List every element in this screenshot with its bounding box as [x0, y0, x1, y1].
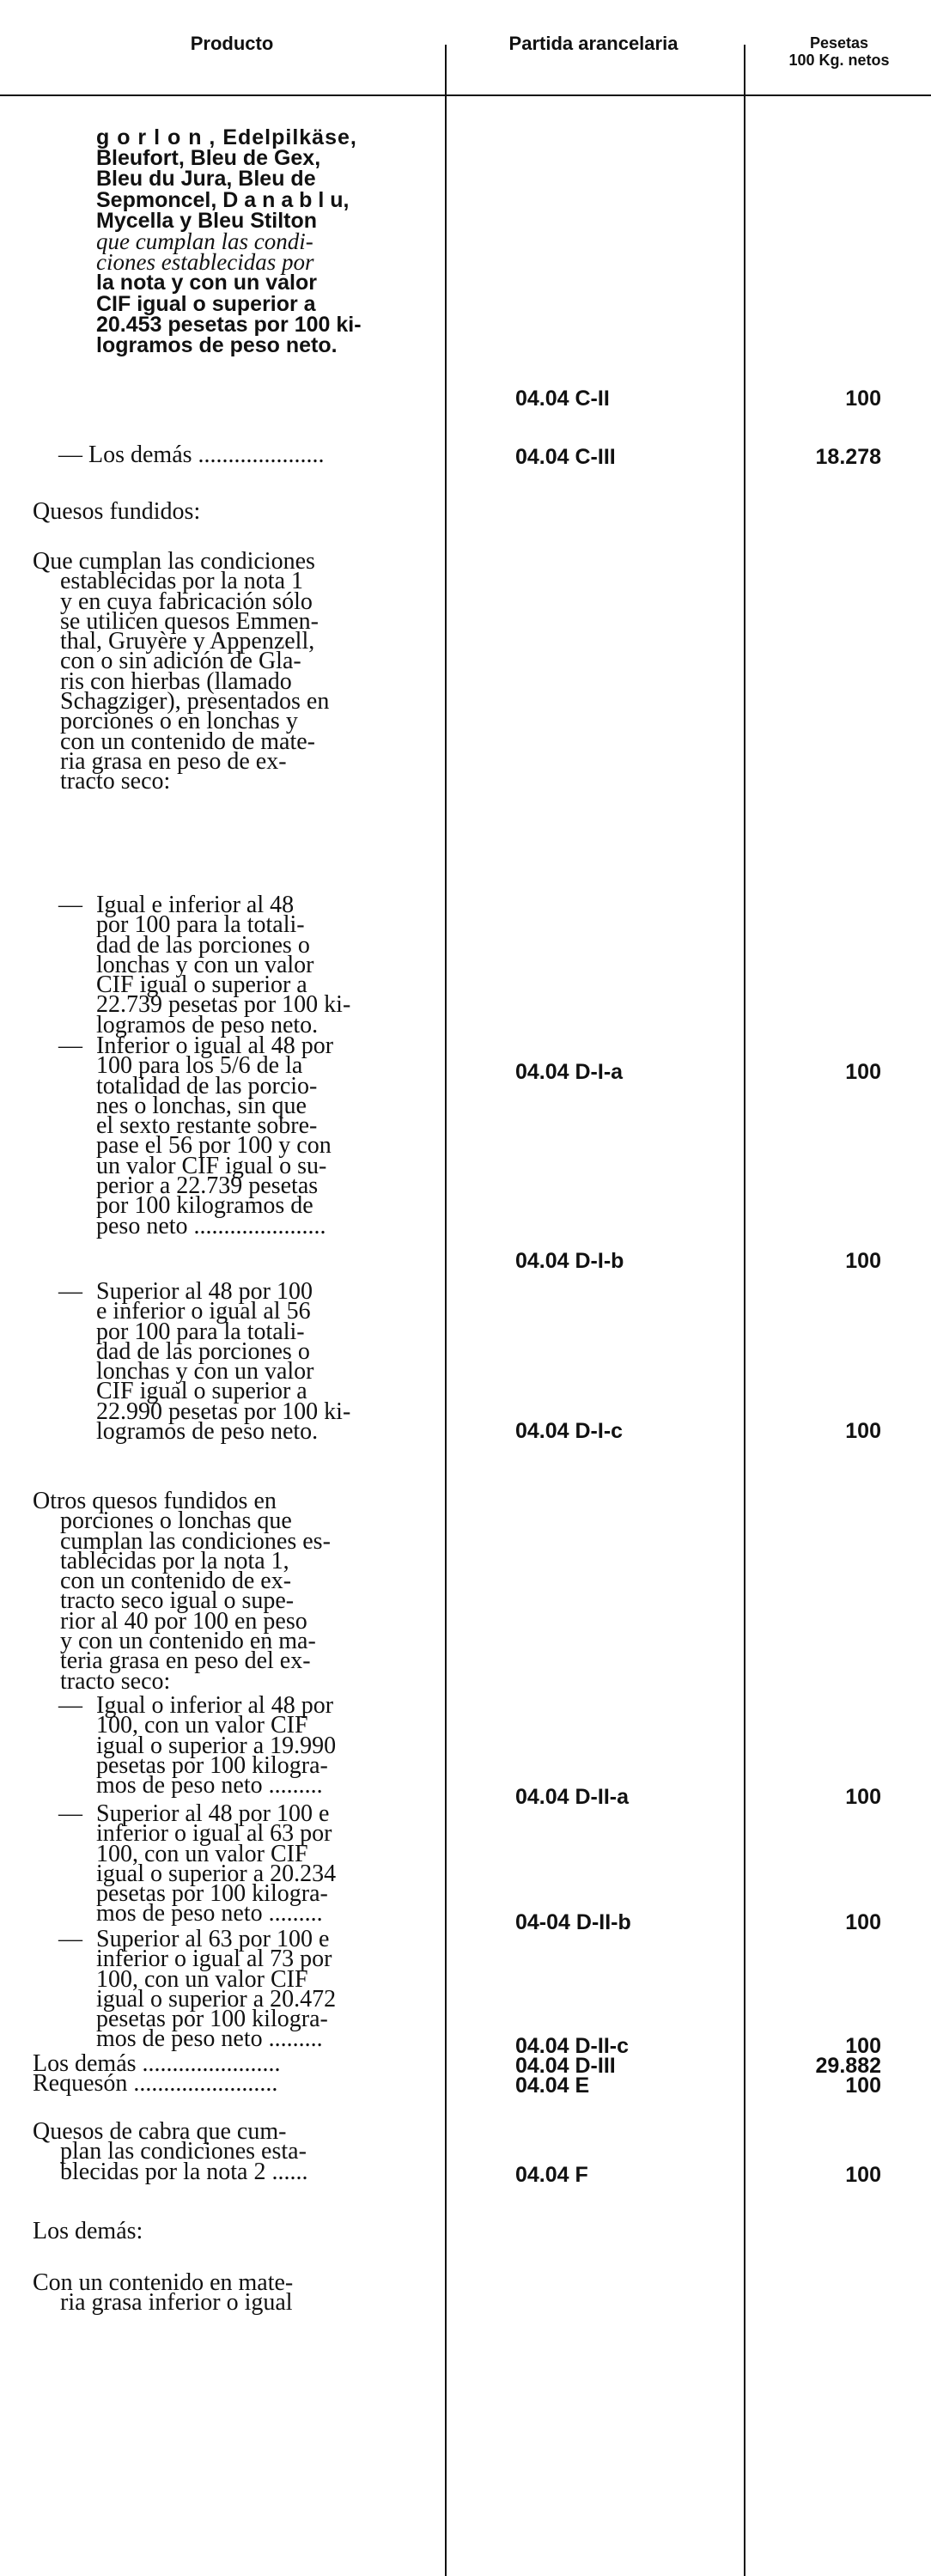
description-line: ris con hierbas (llamado: [60, 667, 292, 695]
description-line: peso neto ......................: [96, 1212, 326, 1239]
dash-bullet: —: [58, 1278, 82, 1305]
partida-value: 04.04 D-III: [515, 2054, 616, 2078]
pesetas-value: 100: [845, 2034, 881, 2058]
description-line: Schagziger), presentados en: [60, 688, 330, 716]
row-description: Los demás .......................: [33, 2050, 281, 2077]
row-description: [33, 2118, 308, 2185]
partida-value: 04-04 D-II-b: [515, 1910, 631, 1934]
header-pesetas-line1: Pesetas: [809, 34, 869, 52]
pesetas-value: 29.882: [815, 2054, 881, 2078]
header-partida-arancelaria: Partida arancelaria: [508, 33, 678, 54]
row-description: [96, 127, 362, 356]
description-line: CIF igual o superior a: [96, 1378, 307, 1405]
description-line: inferior o igual al 63 por: [96, 1820, 332, 1848]
partida-value: 04.04 C-III: [515, 445, 616, 469]
header-pesetas: [749, 34, 929, 69]
column-divider-2: [744, 45, 745, 2576]
row-description: [96, 1800, 337, 1927]
description-line: blecidas por la nota 2 ......: [60, 2158, 308, 2185]
description-line: y en cuya fabricación sólo: [60, 588, 313, 615]
description-line: totalidad de las porcio-: [96, 1072, 318, 1099]
description-line: CIF igual o superior a: [96, 291, 316, 316]
description-line: Mycella y Bleu Stilton: [96, 208, 318, 233]
description-line: tracto seco:: [60, 1667, 171, 1695]
pesetas-value: 100: [845, 1785, 881, 1809]
partida-value: 04.04 D-I-c: [515, 1419, 624, 1443]
row-description: [96, 892, 351, 1038]
description-line: igual o superior a 20.234: [96, 1860, 337, 1887]
description-line: Superior al 48 por 100 e: [96, 1800, 330, 1827]
section-heading: Quesos fundidos:: [33, 498, 201, 525]
description-line: mos de peso neto .........: [96, 2025, 323, 2053]
row-description: [96, 1032, 334, 1239]
description-line: logramos de peso neto.: [96, 333, 338, 358]
description-line: pesetas por 100 kilogra-: [96, 1751, 328, 1779]
description-line: pesetas por 100 kilogra-: [96, 2006, 328, 2033]
description-line: por 100 para la totali-: [96, 1318, 305, 1345]
section-heading: Los demás:: [33, 2218, 143, 2244]
description-line: ciones establecidas por: [96, 249, 314, 276]
description-line: tracto seco igual o supe-: [60, 1587, 295, 1615]
description-line: pesetas por 100 kilogra-: [96, 1880, 328, 1908]
partida-value: 04.04 D-I-a: [515, 1060, 624, 1084]
description-line: inferior o igual al 73 por: [96, 1946, 332, 1973]
row-description: [33, 548, 330, 795]
description-line: mos de peso neto .........: [96, 1772, 323, 1800]
description-line: 22.739 pesetas por 100 ki-: [96, 991, 351, 1019]
description-line: que cumplan las condi-: [96, 228, 313, 255]
row-description: [96, 1926, 337, 2053]
description-line: con o sin adición de Gla-: [60, 648, 301, 675]
pesetas-value: 100: [845, 2074, 881, 2098]
dash-bullet: —: [58, 1692, 82, 1719]
description-line: 22.990 pesetas por 100 ki-: [96, 1398, 351, 1425]
description-line: lonchas y con un valor: [96, 951, 314, 978]
description-line: tablecidas por la nota 1,: [60, 1547, 289, 1574]
description-line: 100, con un valor CIF: [96, 1840, 308, 1867]
description-line: Otros quesos fundidos en: [33, 1488, 277, 1514]
description-line: plan las condiciones esta-: [60, 2138, 307, 2165]
description-line: dad de las porciones o: [96, 931, 310, 959]
description-line: 20.453 pesetas por 100 ki-: [96, 312, 362, 337]
description-line: porciones o en lonchas y: [60, 708, 298, 735]
pesetas-value: 100: [845, 1060, 881, 1084]
description-line: ria grasa en peso de ex-: [60, 747, 287, 775]
partida-value: 04.04 F: [515, 2163, 588, 2187]
row-description: [96, 1278, 351, 1446]
description-line: y con un contenido en ma-: [60, 1628, 316, 1655]
partida-value: 04.04 D-II-a: [515, 1785, 630, 1809]
description-line: Bleufort, Bleu de Gex,: [96, 146, 321, 171]
description-line: Sepmoncel, D a n a b l u,: [96, 187, 350, 212]
partida-value: 04.04 D-II-c: [515, 2034, 630, 2058]
dash-bullet: —: [58, 892, 82, 918]
description-line: mos de peso neto .........: [96, 1900, 323, 1927]
description-line: el sexto restante sobre-: [96, 1112, 318, 1140]
description-line: porciones o lonchas que: [60, 1507, 292, 1535]
description-line: logramos de peso neto.: [96, 1011, 319, 1038]
description-line: igual o superior a 19.990: [96, 1732, 337, 1759]
partida-value: 04.04 E: [515, 2074, 590, 2098]
dash-bullet: —: [58, 1032, 82, 1059]
description-line: e inferior o igual al 56: [96, 1298, 311, 1325]
description-line: Superior al 48 por 100: [96, 1278, 313, 1305]
description-line: ria grasa inferior o igual: [60, 2289, 293, 2317]
description-line: igual o superior a 20.472: [96, 1985, 337, 2013]
row-description: — Los demás .....................: [58, 442, 325, 468]
row-description: [33, 2269, 294, 2317]
description-line: con un contenido de mate-: [60, 728, 316, 755]
description-line: pase el 56 por 100 y con: [96, 1132, 332, 1160]
description-line: se utilicen quesos Emmen-: [60, 607, 319, 635]
description-line: 100 para los 5/6 de la: [96, 1052, 303, 1080]
description-line: Con un contenido en mate-: [33, 2269, 294, 2296]
description-line: un valor CIF igual o su-: [96, 1152, 327, 1179]
description-line: logramos de peso neto.: [96, 1418, 319, 1446]
row-description: Requesón ........................: [33, 2070, 278, 2097]
description-line: dad de las porciones o: [96, 1337, 310, 1365]
description-line: g o r l o n , Edelpilkäse,: [96, 125, 357, 149]
description-line: Igual o inferior al 48 por: [96, 1692, 334, 1719]
pesetas-value: 100: [845, 1419, 881, 1443]
description-line: teria grasa en peso del ex-: [60, 1647, 311, 1675]
description-line: Superior al 63 por 100 e: [96, 1926, 330, 1952]
description-line: Quesos de cabra que cum-: [33, 2118, 287, 2145]
description-line: Que cumplan las condiciones: [33, 548, 315, 575]
description-line: la nota y con un valor: [96, 271, 317, 295]
description-line: rior al 40 por 100 en peso: [60, 1607, 307, 1635]
description-line: por 100 kilogramos de: [96, 1192, 313, 1220]
dash-bullet: —: [58, 1926, 82, 1952]
partida-value: 04.04 D-I-b: [515, 1249, 624, 1273]
row-description: [96, 1692, 337, 1800]
dash-bullet: —: [58, 1800, 82, 1827]
description-line: CIF igual o superior a: [96, 971, 307, 999]
description-line: perior a 22.739 pesetas: [96, 1172, 319, 1200]
pesetas-value: 100: [845, 1249, 881, 1273]
pesetas-value: 18.278: [815, 445, 881, 469]
description-line: tracto seco:: [60, 768, 171, 795]
table-header: [0, 0, 931, 96]
row-description: [33, 1488, 331, 1695]
description-line: lonchas y con un valor: [96, 1358, 314, 1385]
description-line: establecidas por la nota 1: [60, 568, 304, 595]
description-line: 100, con un valor CIF: [96, 1712, 308, 1739]
description-line: Inferior o igual al 48 por: [96, 1032, 334, 1059]
description-line: nes o lonchas, sin que: [96, 1092, 307, 1119]
description-line: Bleu du Jura, Bleu de: [96, 167, 316, 192]
pesetas-value: 100: [845, 387, 881, 411]
header-pesetas-line2: 100 Kg. netos: [788, 52, 890, 69]
description-line: cumplan las condiciones es-: [60, 1527, 331, 1555]
description-line: 100, con un valor CIF: [96, 1965, 308, 1993]
description-line: con un contenido de ex-: [60, 1568, 292, 1595]
pesetas-value: 100: [845, 2163, 881, 2187]
description-line: Igual e inferior al 48: [96, 892, 295, 918]
description-line: por 100 para la totali-: [96, 911, 305, 939]
header-producto: Producto: [190, 33, 274, 54]
column-divider-1: [445, 45, 447, 2576]
partida-value: 04.04 C-II: [515, 387, 610, 411]
pesetas-value: 100: [845, 1910, 881, 1934]
description-line: thal, Gruyère y Appenzell,: [60, 628, 315, 655]
